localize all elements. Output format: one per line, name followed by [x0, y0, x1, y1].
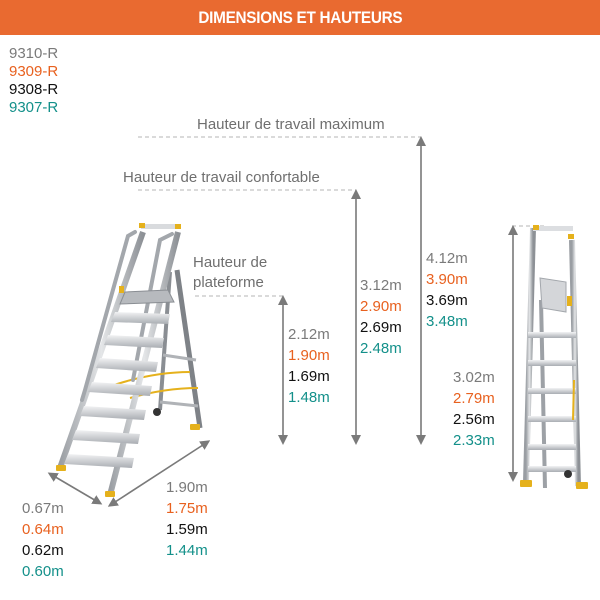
- platform-height-label-line2: plateforme: [193, 274, 264, 291]
- width-values: [22, 498, 64, 582]
- value-9310: 4.12m: [426, 250, 468, 267]
- page-title: DIMENSIONS ET HAUTEURS: [197, 7, 403, 27]
- value-9309: 2.79m: [453, 390, 495, 407]
- value-9310: 0.67m: [22, 500, 64, 517]
- value-9310: 2.12m: [288, 326, 330, 343]
- open-ladder-image: [56, 223, 200, 497]
- value-9309: 3.90m: [426, 271, 468, 288]
- value-9309: 2.90m: [360, 298, 402, 315]
- folded-height-values: [453, 367, 495, 451]
- value-9307: 3.48m: [426, 313, 468, 330]
- value-9307: 0.60m: [22, 563, 64, 580]
- value-9310: 3.02m: [453, 369, 495, 386]
- folded-ladder-image: [520, 225, 588, 489]
- value-9308: 0.62m: [22, 542, 64, 559]
- value-9308: 1.69m: [288, 368, 330, 385]
- platform-height-values: [288, 324, 330, 408]
- value-9307: 2.48m: [360, 340, 402, 357]
- value-9310: 3.12m: [360, 277, 402, 294]
- value-9309: 1.75m: [166, 500, 208, 517]
- value-9307: 1.48m: [288, 389, 330, 406]
- comfort-height-values: [360, 275, 402, 359]
- legend-model-9307: 9307-R: [9, 99, 59, 116]
- value-9309: 1.90m: [288, 347, 330, 364]
- comfort-height-label: Hauteur de travail confortable: [123, 169, 320, 186]
- value-9308: 3.69m: [426, 292, 468, 309]
- max-height-label: Hauteur de travail maximum: [197, 116, 385, 133]
- value-9308: 2.69m: [360, 319, 402, 336]
- legend-model-9309: 9309-R: [9, 63, 59, 80]
- value-9307: 1.44m: [166, 542, 208, 559]
- value-9308: 1.59m: [166, 521, 208, 538]
- legend-model-9308: 9308-R: [9, 81, 59, 98]
- value-9307: 2.33m: [453, 432, 495, 449]
- legend-model-9310: 9310-R: [9, 45, 59, 62]
- depth-values: [166, 477, 208, 561]
- value-9310: 1.90m: [166, 479, 208, 496]
- value-9308: 2.56m: [453, 411, 495, 428]
- value-9309: 0.64m: [22, 521, 64, 538]
- platform-height-label-line1: Hauteur de: [193, 254, 268, 271]
- max-height-values: [426, 248, 468, 332]
